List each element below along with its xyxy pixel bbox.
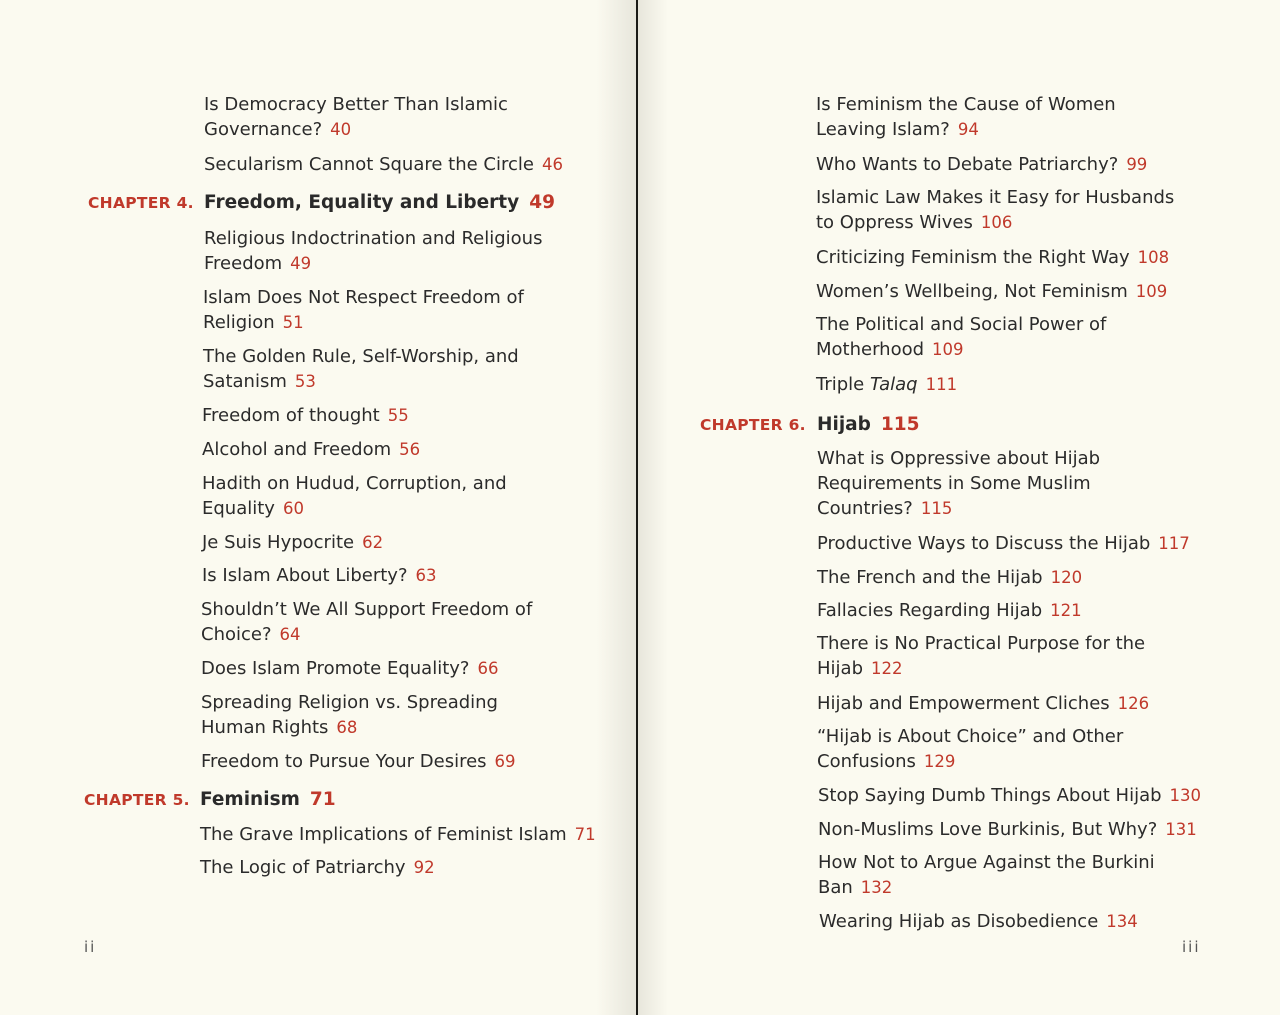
entry-title: Fallacies Regarding Hijab [817,600,1043,621]
entry-page: 108 [1137,248,1170,267]
entry-title: “Hijab is About Choice” and Other Confusions [817,726,1124,772]
page-number: ii [84,938,97,956]
chapter-title-text: Freedom, Equality and Liberty [204,192,520,213]
entry-title: Is Democracy Better Than Islamic Governance? [204,94,508,140]
toc-entry [816,312,1126,362]
entry-title: Who Wants to Debate Patriarchy? [816,154,1119,175]
chapter-label: CHAPTER 4. [88,194,194,212]
entry-title: What is Oppressive about Hijab Requirements in Some Muslim Countries? [817,448,1101,519]
entry-title: Is Feminism the Cause of Women Leaving Islam? [816,94,1116,140]
entry-page: 109 [932,340,964,359]
toc-entry [204,226,549,276]
toc-entry [202,471,532,521]
entry-page: 56 [399,440,421,459]
entry-page: 106 [980,213,1013,232]
chapter-title [200,789,336,810]
page-number: iii [1182,938,1201,956]
entry-page: 51 [282,313,304,332]
entry-page: 69 [494,752,516,771]
toc-entry [201,597,541,647]
entry-title: Non-Muslims Love Burkinis, But Why? [818,819,1158,840]
toc-entry [201,656,581,681]
toc-entry [817,724,1137,774]
toc-entry [817,691,1217,716]
entry-title-plain: Triple [816,374,870,395]
entry-title: Wearing Hijab as Disobedience [819,911,1099,932]
entry-page: 46 [541,155,563,174]
toc-entry [819,909,1219,934]
entry-page: 131 [1165,820,1197,839]
chapter-page: 115 [880,414,920,435]
entry-page: 62 [362,533,384,552]
entry-title: The Logic of Patriarchy [200,857,406,878]
entry-page: 68 [336,718,358,737]
toc-entry [816,245,1216,270]
entry-page: 132 [860,878,893,897]
entry-page: 115 [920,499,953,518]
entry-page: 99 [1126,155,1148,174]
entry-page: 111 [925,375,958,394]
entry-title: Islam Does Not Respect Freedom of Religion [203,287,524,333]
table-of-contents-left [0,0,636,1015]
left-page [0,0,636,1015]
entry-page: 63 [415,566,437,585]
chapter-title-text: Hijab [817,414,871,435]
entry-page: 60 [282,499,304,518]
toc-entry [818,783,1218,808]
chapter-page: 49 [529,192,555,213]
entry-title: Freedom of thought [202,405,380,426]
entry-title: Hijab and Empowerment Cliches [817,693,1110,714]
entry-page: 121 [1050,601,1082,620]
entry-page: 134 [1106,912,1138,931]
toc-entry [202,403,582,428]
entry-title: The Political and Social Power of Motherhood [816,314,1107,360]
entry-page: 109 [1135,282,1168,301]
toc-entry [816,372,1196,397]
entry-title: The Golden Rule, Self-Worship, and Satanism [203,346,519,392]
entry-page: 130 [1169,786,1202,805]
toc-entry [817,631,1152,681]
toc-entry [202,563,582,588]
entry-title: The French and the Hijab [817,567,1043,588]
entry-title: Freedom to Pursue Your Desires [201,751,487,772]
entry-page: 117 [1158,534,1190,553]
entry-title: The Grave Implications of Feminist Islam [200,824,567,845]
entry-title: How Not to Argue Against the Burkini Ban [818,852,1155,898]
toc-entry [202,530,582,555]
entry-title: Alcohol and Freedom [202,439,392,460]
toc-entry [817,565,1197,590]
toc-entry [816,279,1196,304]
toc-entry [204,152,584,177]
toc-entry [204,92,534,142]
right-page [638,0,1280,1015]
entry-title: Stop Saying Dumb Things About Hijab [818,785,1162,806]
entry-page: 53 [294,372,316,391]
entry-title: Islamic Law Makes it Easy for Husbands to Oppress Wives [816,187,1175,233]
entry-page: 122 [871,659,903,678]
entry-title: Does Islam Promote Equality? [201,658,470,679]
toc-entry [200,855,580,880]
toc-entry [201,749,581,774]
toc-entry [816,185,1191,235]
entry-page: 126 [1117,694,1150,713]
chapter-label: CHAPTER 5. [84,791,190,809]
toc-entry [816,152,1196,177]
toc-entry [200,822,600,847]
toc-entry [201,690,566,740]
toc-entry [203,285,533,335]
entry-title: There is No Practical Purpose for the Hijab [817,633,1146,679]
entry-page: 55 [387,406,409,425]
entry-page: 94 [957,120,979,139]
entry-page: 66 [477,659,499,678]
entry-page: 40 [330,120,352,139]
entry-title: Spreading Religion vs. Spreading Human Rights [201,692,498,738]
chapter-label: CHAPTER 6. [700,416,806,434]
table-of-contents-right [638,0,1280,1015]
toc-entry [817,446,1127,521]
entry-title-italic: Talaq [869,374,918,395]
entry-page: 120 [1050,568,1083,587]
entry-page: 49 [290,254,312,273]
entry-title: Je Suis Hypocrite [202,532,355,553]
toc-entry [202,437,582,462]
entry-title: Productive Ways to Discuss the Hijab [817,533,1151,554]
toc-entry [817,598,1197,623]
entry-title: Secularism Cannot Square the Circle [204,154,534,175]
toc-entry [203,344,533,394]
entry-page: 92 [413,858,435,877]
entry-page: 71 [574,825,596,844]
entry-page: 64 [279,625,301,644]
entry-title: Hadith on Hudud, Corruption, and Equality [202,473,507,519]
chapter-title-text: Feminism [200,789,300,810]
chapter-title [204,192,555,213]
entry-title: Religious Indoctrination and Religious Freedom [204,228,543,274]
toc-entry [818,817,1218,842]
entry-title: Criticizing Feminism the Right Way [816,247,1130,268]
entry-title: Is Islam About Liberty? [202,565,408,586]
entry-page: 129 [923,752,956,771]
entry-title: Shouldn’t We All Support Freedom of Choice? [201,599,533,645]
chapter-title [817,414,920,435]
toc-entry [817,531,1217,556]
toc-entry [818,850,1158,900]
entry-title: Women’s Wellbeing, Not Feminism [816,281,1128,302]
chapter-page: 71 [309,789,336,810]
toc-entry [816,92,1186,142]
